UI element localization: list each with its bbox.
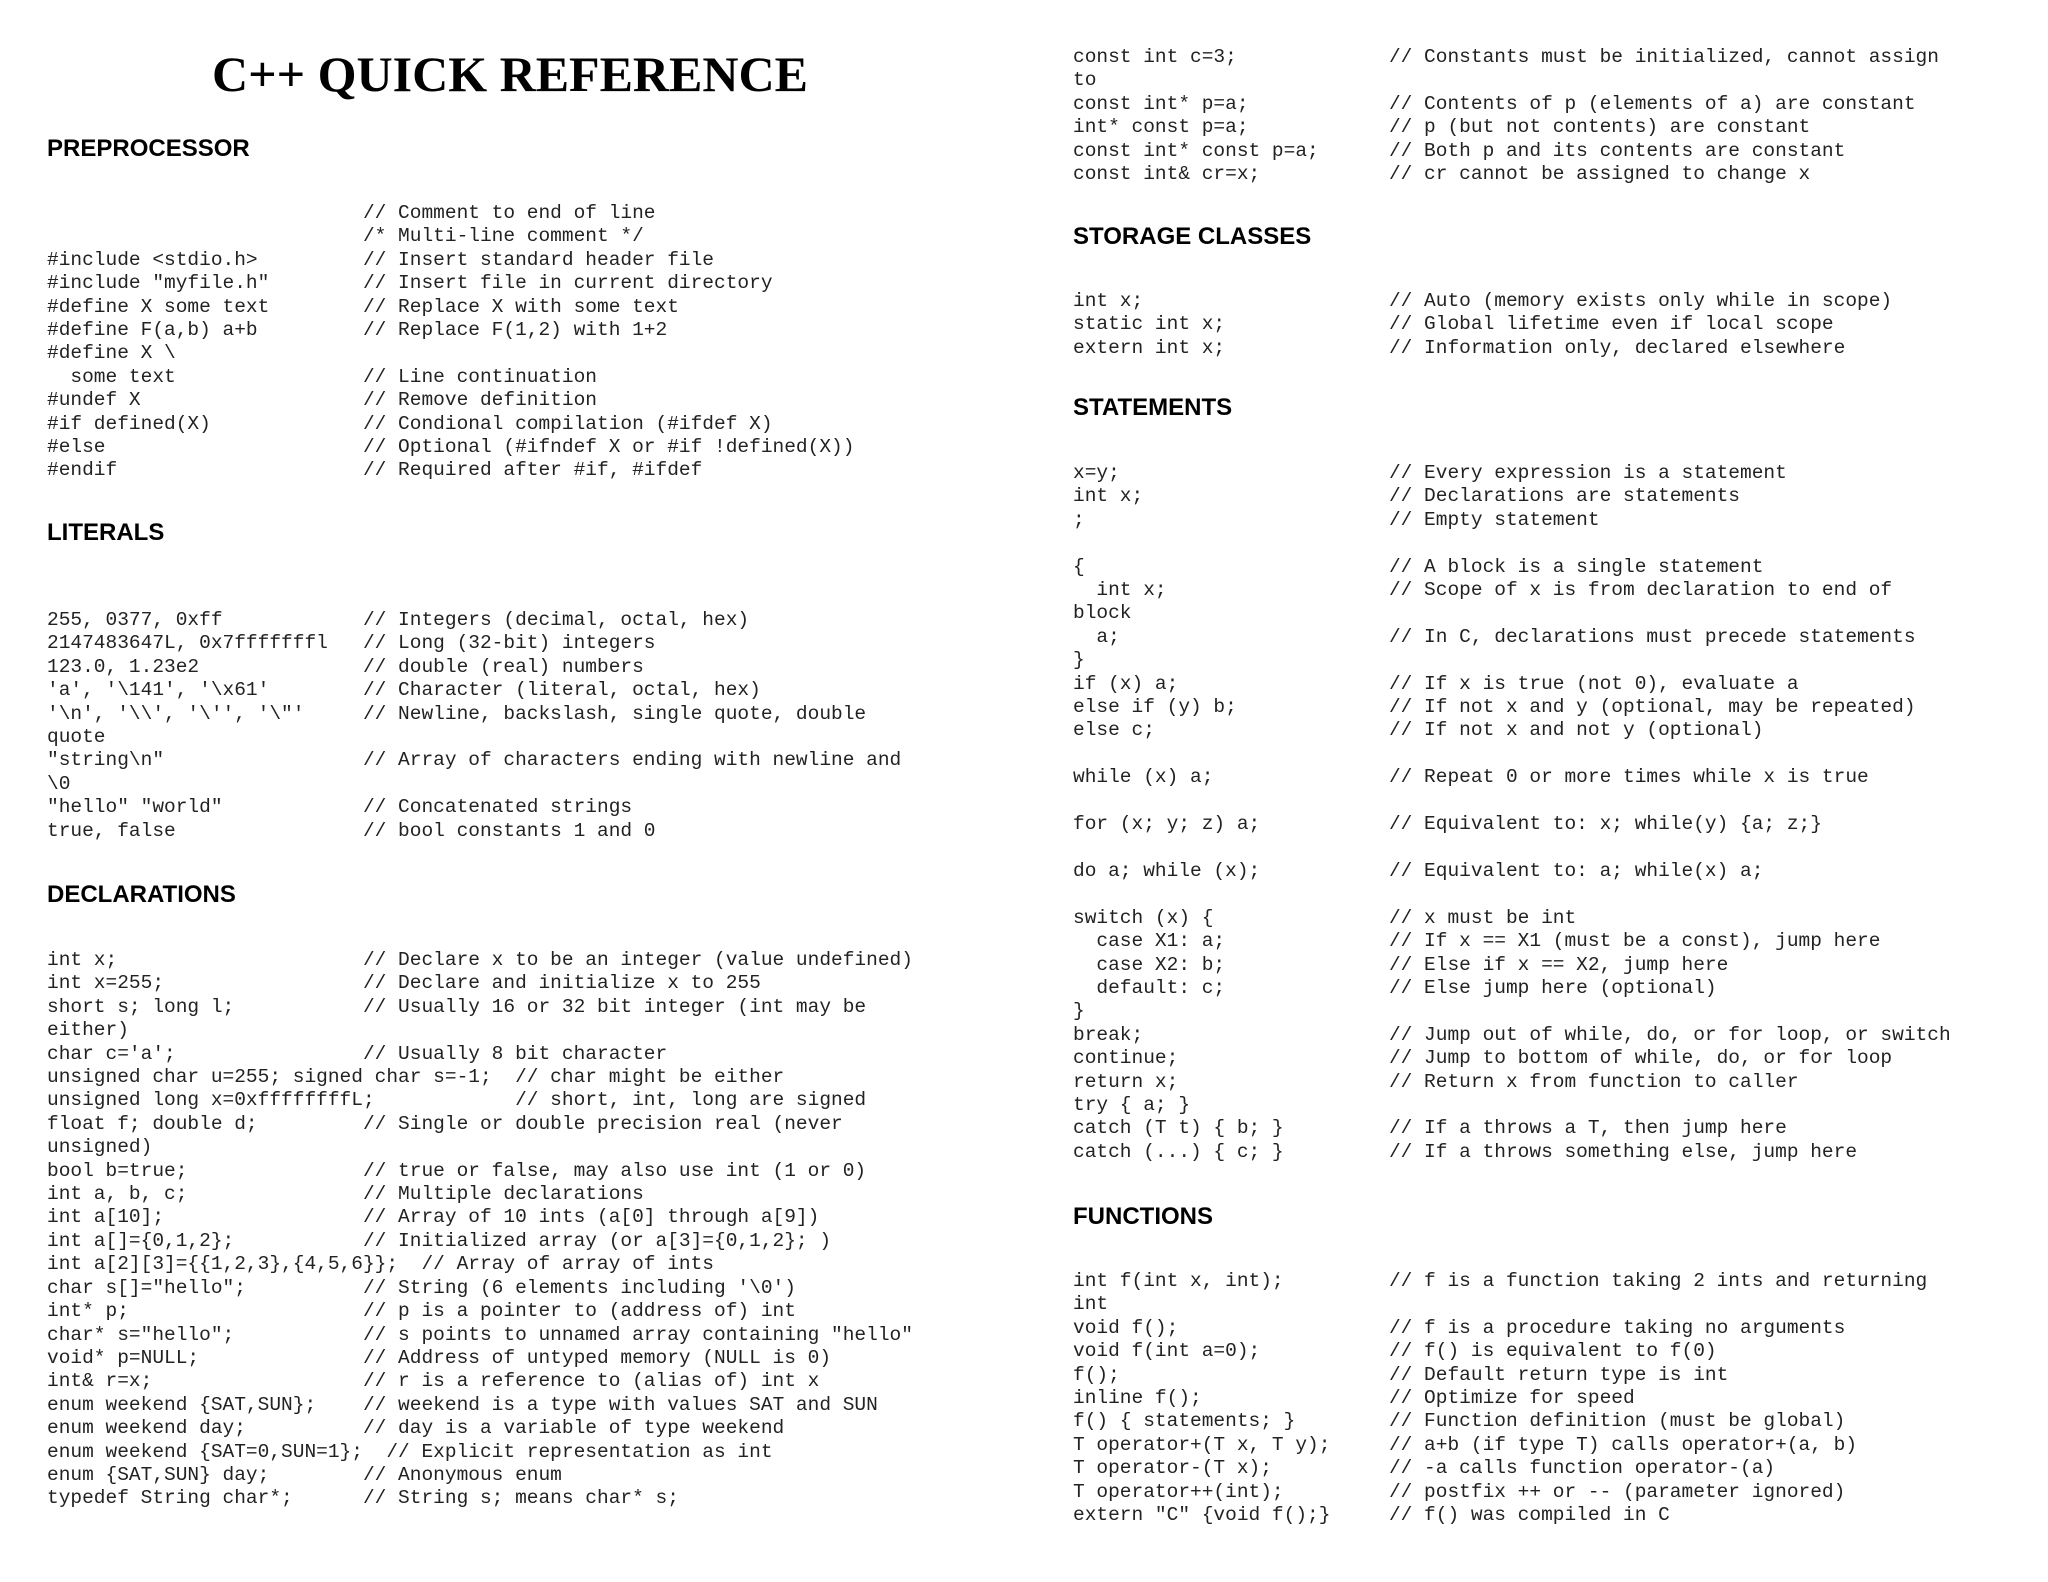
- statements-heading: STATEMENTS: [1073, 394, 1233, 421]
- constants-code: const int c=3; // Constants must be initialized, cannot assign to const int* p=a; // Contents of p (elements of a) are constant int* const p=a; // p (but not contents) are constant const int* const p=a; // Both p and its contents are constant const int& cr=x; // cr cannot be assigned to change x: [1073, 46, 1939, 186]
- declarations-heading: DECLARATIONS: [47, 881, 236, 908]
- preprocessor-section: [47, 134, 250, 164]
- literals-section: [47, 518, 164, 548]
- statements-section: [1073, 393, 1232, 423]
- preprocessor-heading: PREPROCESSOR: [47, 135, 250, 162]
- storage-code: int x; // Auto (memory exists only while in scope) static int x; // Global lifetime even if local scope extern int x; // Information only, declared elsewhere: [1073, 290, 1893, 359]
- literals-code: 255, 0377, 0xff // Integers (decimal, octal, hex) 2147483647L, 0x7fffffffl // Long (32-bit) integers 123.0, 1.23e2 // double (real) numbers 'a', '\141', '\x61' // Character (literal, octal, hex) '\n', '\\', '\'', '\"' // Newline, backslash, single quote, double quote "string\n" // Array of characters ending with newline and \0 "hello" "world" // Concatenated strings true, false // bool constants 1 and 0: [47, 609, 902, 842]
- statements-code: x=y; // Every expression is a statement int x; // Declarations are statements ; // Empty statement { // A block is a single statement int x; // Scope of x is from declaration to end of block a; // In C, declarations must precede statements } if (x) a; // If x is true (not 0), evaluate a else if (y) b; // If not x and y (optional, may be repeated) else c; // If not x and not y (optional) while (x) a; // Repeat 0 or more times while x is true for (x; y; z) a; // Equivalent to: x; while(y) {a; z;} do a; while (x); // Equivalent to: a; while(x) a; switch (x) { // x must be int case X1: a; // If x == X1 (must be a const), jump here case X2: b; // Else if x == X2, jump here default: c; // Else jump here (optional) } break; // Jump out of while, do, or for loop, or switch continue; // Jump to bottom of while, do, or for loop return x; // Return x from function to caller try { a; } catch (T t) { b; } // If a throws a T, then jump here catch (...) { c; } // If a throws something else, jump here: [1073, 462, 1951, 1163]
- declarations-section: [47, 880, 236, 910]
- declarations-code: int x; // Declare x to be an integer (value undefined) int x=255; // Declare and initialize x to 255 short s; long l; // Usually 16 or 32 bit integer (int may be either) char c='a'; // Usually 8 bit character unsigned char u=255; signed char s=-1; // char might be either unsigned long x=0xffffffffL; // short, int, long are signed float f; double d; // Single or double precision real (never unsigned) bool b=true; // true or false, may also use int (1 or 0) int a, b, c; // Multiple declarations int a[10]; // Array of 10 ints (a[0] through a[9]) int a[]={0,1,2}; // Initialized array (or a[3]={0,1,2}; ) int a[2][3]={{1,2,3},{4,5,6}}; // Array of array of ints char s[]="hello"; // String (6 elements including '\0') int* p; // p is a pointer to (address of) int char* s="hello"; // s points to unnamed array containing "hello" void* p=NULL; // Address of untyped memory (NULL is 0) int& r=x; // r is a reference to (alias of) int x enum weekend {SAT,SUN}; // weekend is a type with values SAT and SUN enum weekend day; // day is a variable of type weekend enum weekend {SAT=0,SUN=1}; // Explicit representation as int enum {SAT,SUN} day; // Anonymous enum typedef String char*; // String s; means char* s;: [47, 949, 913, 1510]
- page-title: C++ QUICK REFERENCE: [212, 46, 808, 102]
- functions-section: [1073, 1202, 1213, 1232]
- storage-heading: STORAGE CLASSES: [1073, 223, 1312, 250]
- storage-section: [1073, 222, 1311, 252]
- preprocessor-code: // Comment to end of line /* Multi-line comment */ #include <stdio.h> // Insert standard header file #include "myfile.h" // Insert file in current directory #define X some text // Replace X with some text #define F(a,b) a+b // Replace F(1,2) with 1+2 #define X \ some text // Line continuation #undef X // Remove definition #if defined(X) // Condional compilation (#ifdef X) #else // Optional (#ifndef X or #if !defined(X)) #endif // Required after #if, #ifdef: [47, 202, 855, 482]
- functions-heading: FUNCTIONS: [1073, 1203, 1213, 1230]
- functions-code: int f(int x, int); // f is a function taking 2 ints and returning int void f(); // f is a procedure taking no arguments void f(int a=0); // f() is equivalent to f(0) f(); // Default return type is int inline f(); // Optimize for speed f() { statements; } // Function definition (must be global) T operator+(T x, T y); // a+b (if type T) calls operator+(a, b) T operator-(T x); // -a calls function operator-(a) T operator++(int); // postfix ++ or -- (parameter ignored) extern "C" {void f();} // f() was compiled in C: [1073, 1270, 1928, 1527]
- literals-heading: LITERALS: [47, 519, 165, 546]
